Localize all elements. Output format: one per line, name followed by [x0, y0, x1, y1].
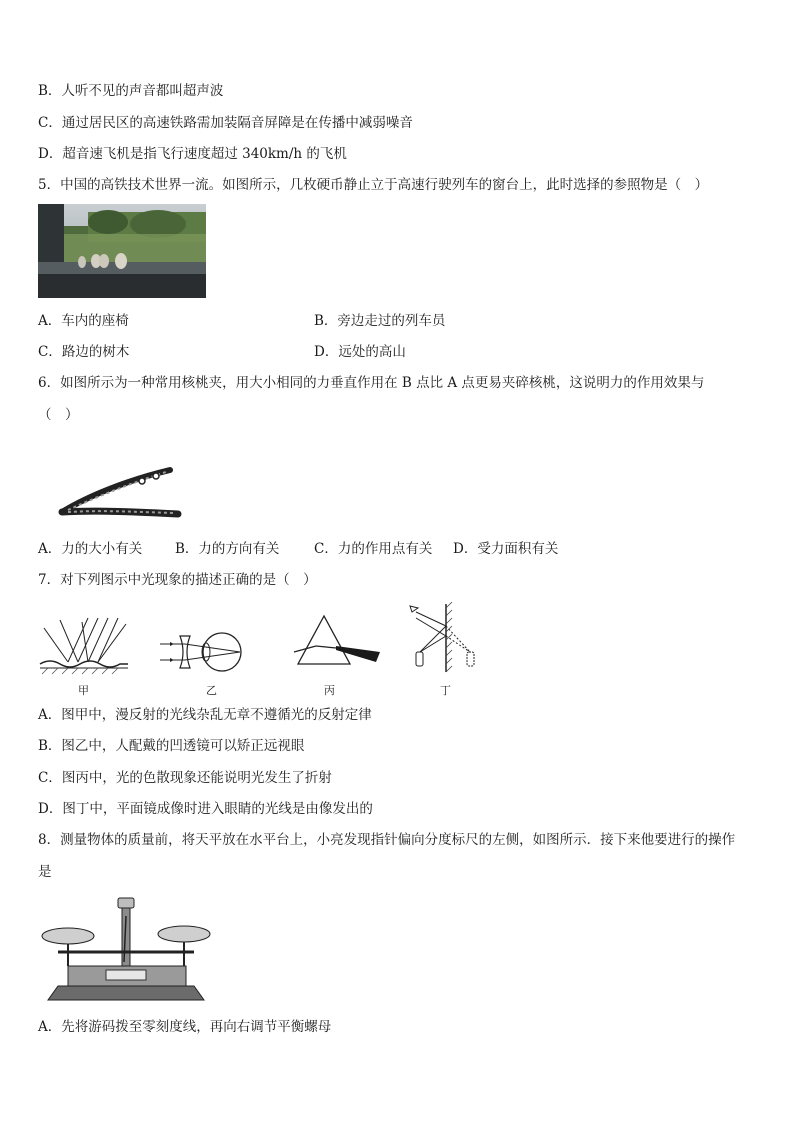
q6-stem-line2: （ ）: [38, 407, 79, 423]
q7-option-a: A．图甲中，漫反射的光线杂乱无章不遵循光的反射定律: [38, 707, 372, 723]
q8-option-a: A．先将游码拨至零刻度线，再向右调节平衡螺母: [38, 1019, 332, 1035]
q6-option-b: B．力的方向有关: [175, 541, 280, 557]
q6-option-a: A．力的大小有关: [38, 541, 143, 557]
q8-stem-line2: 是: [38, 864, 52, 880]
q5-option-d: D．远处的高山: [314, 344, 406, 360]
caption-ding: 丁: [440, 684, 451, 697]
caption-bing: 丙: [324, 684, 335, 697]
q7-option-b: B．图乙中，人配戴的凹透镜可以矫正远视眼: [38, 738, 305, 754]
caption-yi: 乙: [206, 684, 217, 697]
q5-option-a: A．车内的座椅: [38, 313, 129, 329]
q6-stem-line1: 6．如图所示为一种常用核桃夹，用大小相同的力垂直作用在 B 点比 A 点更易夹碎核桃，这说明力的作用效果与: [38, 375, 705, 391]
nutcracker-figure: [58, 466, 182, 524]
eye-concave-lens-figure: [158, 630, 250, 674]
q6-option-d: D．受力面积有关: [453, 541, 559, 557]
caption-jia: 甲: [78, 684, 89, 697]
q8-stem-line1: 8．测量物体的质量前，将天平放在水平台上，小亮发现指针偏向分度标尺的左侧，如图所示．接下来他要进行的操作: [38, 832, 736, 848]
q4-option-b: B．人听不见的声音都叫超声波: [38, 83, 224, 99]
diffuse-reflection-figure: [38, 614, 130, 676]
q6-option-c: C．力的作用点有关: [314, 541, 433, 557]
q7-option-d: D．图丁中，平面镜成像时进入眼睛的光线是由像发出的: [38, 801, 373, 817]
q4-option-d: D．超音速飞机是指飞行速度超过 340km/h 的飞机: [38, 146, 347, 162]
q5-option-b: B．旁边走过的列车员: [314, 313, 446, 329]
train-window-coins-photo: [38, 204, 206, 298]
balance-scale-figure: [38, 896, 214, 1002]
prism-dispersion-figure: [292, 612, 384, 674]
q7-option-c: C．图丙中，光的色散现象还能说明光发生了折射: [38, 770, 332, 786]
q5-option-c: C．路边的树木: [38, 344, 130, 360]
q7-stem: 7．对下列图示中光现象的描述正确的是（ ）: [38, 572, 317, 588]
plane-mirror-figure: [406, 602, 480, 674]
q5-stem: 5．中国的高铁技术世界一流。如图所示，几枚硬币静止立于高速行驶列车的窗台上，此时选择的参照物是（ ）: [38, 177, 709, 193]
q4-option-c: C．通过居民区的高速铁路需加装隔音屏障是在传播中减弱噪音: [38, 115, 413, 131]
